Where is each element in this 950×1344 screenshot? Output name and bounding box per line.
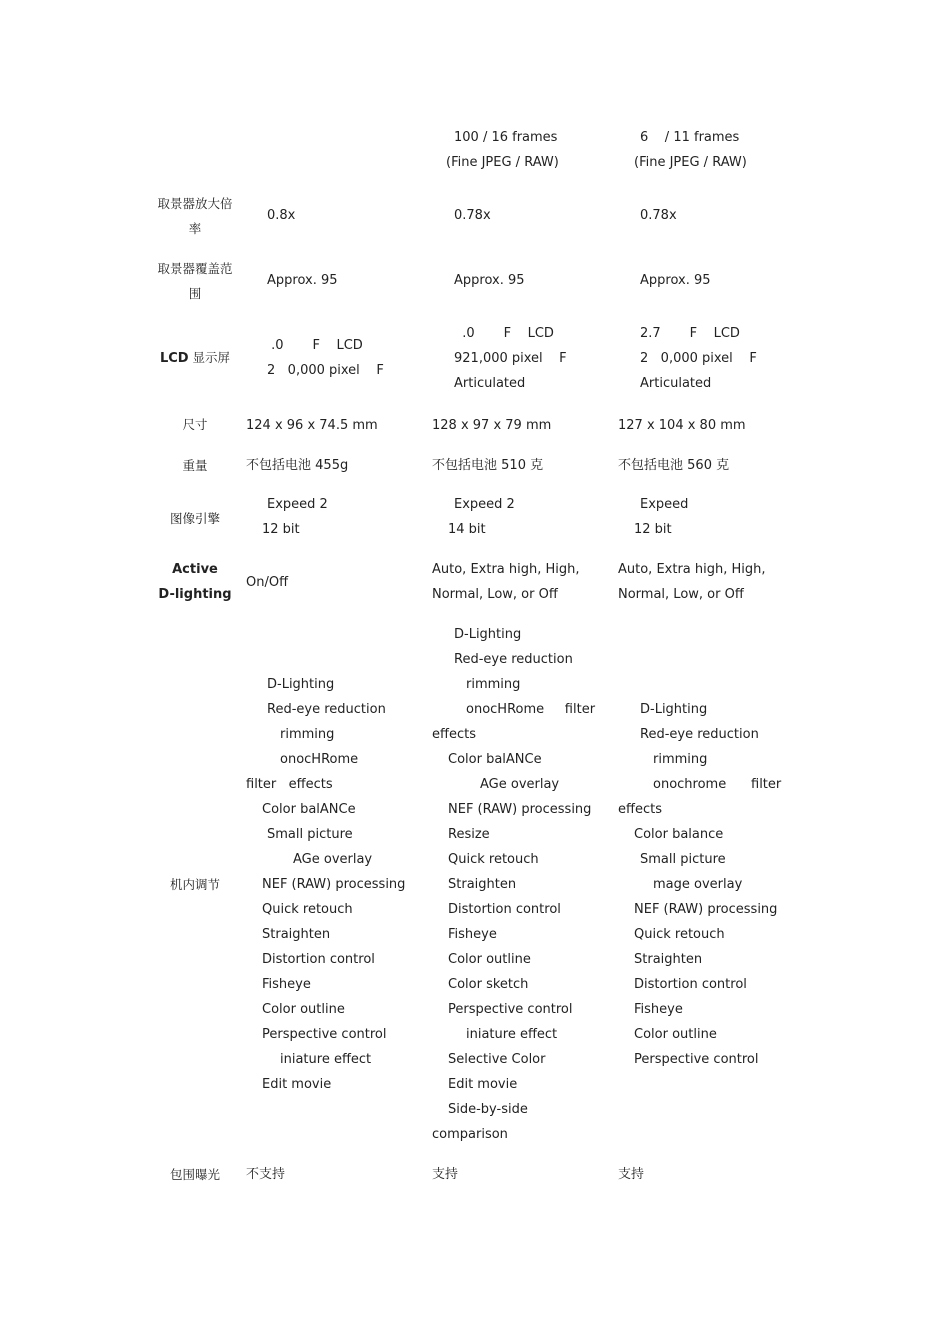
label-lcd: [152, 345, 238, 371]
weight-c1: [246, 458, 348, 474]
label-line: 围: [188, 286, 202, 301]
retouch-c2-item: onocHRome filter: [466, 702, 596, 717]
coverage-c3: Approx. 95: [640, 273, 711, 288]
retouch-c1-item: AGe overlay: [293, 852, 373, 867]
retouch-c2-item: rimming: [466, 677, 521, 692]
retouch-c2-item: Quick retouch: [448, 852, 539, 867]
frames-c3-note: (Fine JPEG / RAW): [634, 155, 747, 170]
label-lcd-bold: LCD: [159, 351, 189, 366]
lcd-c3-line1: 2.7 F LCD: [640, 326, 740, 341]
retouch-c1-item: Color balANCe: [262, 802, 356, 817]
label-line: 率: [188, 221, 202, 236]
frames-c3: 6 / 11 frames: [640, 130, 740, 145]
weight-c3-value: 560: [683, 458, 712, 473]
retouch-c3-item: rimming: [653, 752, 708, 767]
retouch-c3-item: Red-eye reduction: [640, 727, 759, 742]
retouch-c2-item: Color balANCe: [448, 752, 542, 767]
retouch-c2-item: iniature effect: [466, 1027, 558, 1042]
magnification-c1: 0.8x: [267, 208, 296, 223]
retouch-c2-item: Straighten: [448, 877, 517, 892]
retouch-c1-item: Red-eye reduction: [267, 702, 386, 717]
size-c1: 124 x 96 x 74.5 mm: [246, 418, 378, 433]
retouch-c1-item: onocHRome: [280, 752, 359, 767]
label-line: 取景器覆盖范: [157, 261, 233, 276]
retouch-c1-item: Color outline: [262, 1002, 345, 1017]
retouch-c3-item: Small picture: [640, 852, 726, 867]
label-weight: 重量: [182, 458, 208, 473]
label-coverage: [152, 256, 238, 306]
retouch-c3-item: mage overlay: [653, 877, 743, 892]
retouch-c3-item: Color outline: [634, 1027, 717, 1042]
coverage-c2: Approx. 95: [454, 273, 525, 288]
retouch-c2-item: Side-by-side: [448, 1102, 528, 1117]
label-line: 取景器放大倍: [157, 196, 233, 211]
retouch-c1-item: D-Lighting: [267, 677, 335, 692]
label-retouch: 机内调节: [169, 877, 220, 892]
lcd-c1-line2: 2 0,000 pixel F: [267, 363, 384, 378]
size-c2: 128 x 97 x 79 mm: [432, 418, 552, 433]
weight-c3-cjk: 不包括电池: [618, 458, 684, 473]
retouch-c3-item: Straighten: [634, 952, 703, 967]
engine-c3-line2: 12 bit: [634, 522, 672, 537]
lcd-c2-line2: 921,000 pixel F: [454, 351, 567, 366]
label-lcd-cjk: 显示屏: [188, 350, 231, 365]
lcd-c2-line3: Articulated: [454, 376, 526, 391]
weight-c3-unit: 克: [711, 458, 730, 473]
retouch-c3-item: onochrome filter: [653, 777, 782, 792]
label-size: 尺寸: [182, 417, 208, 432]
engine-c2-line2: 14 bit: [448, 522, 486, 537]
retouch-c2-item: Fisheye: [448, 927, 497, 942]
retouch-c2-item: Distortion control: [448, 902, 561, 917]
adl-c2-line2: Normal, Low, or Off: [432, 587, 558, 602]
retouch-c2-item: Red-eye reduction: [454, 652, 573, 667]
retouch-c1-item: Edit movie: [262, 1077, 332, 1092]
retouch-c3-item: effects: [618, 802, 662, 817]
engine-c1-line2: 12 bit: [262, 522, 300, 537]
bracketing-c1: 不支持: [246, 1167, 286, 1182]
lcd-c3-line2: 2 0,000 pixel F: [640, 351, 757, 366]
engine-c2-line1: Expeed 2: [454, 497, 515, 512]
engine-c1-line1: Expeed 2: [267, 497, 328, 512]
engine-c3-line1: Expeed: [640, 497, 689, 512]
lcd-c3-line3: Articulated: [640, 376, 712, 391]
weight-c2-value: 510: [497, 458, 526, 473]
weight-c1-cjk: 不包括电池: [246, 458, 312, 473]
weight-c3: [618, 458, 729, 474]
bracketing-c2: 支持: [432, 1167, 459, 1182]
retouch-c2-item: AGe overlay: [480, 777, 560, 792]
retouch-c3-item: Perspective control: [634, 1052, 759, 1067]
retouch-c1-item: Perspective control: [262, 1027, 387, 1042]
retouch-c2-item: Color outline: [448, 952, 531, 967]
retouch-c1-item: iniature effect: [280, 1052, 372, 1067]
weight-c2-unit: 克: [525, 458, 544, 473]
retouch-c2-item: Edit movie: [448, 1077, 518, 1092]
magnification-c2: 0.78x: [454, 208, 491, 223]
retouch-c1-item: NEF (RAW) processing: [262, 877, 406, 892]
label-bracketing: 包围曝光: [169, 1167, 220, 1182]
label-magnification: [152, 191, 238, 241]
frames-c2: 100 / 16 frames: [454, 130, 558, 145]
coverage-c1: Approx. 95: [267, 273, 338, 288]
retouch-c1-item: Quick retouch: [262, 902, 353, 917]
retouch-c1-item: Straighten: [262, 927, 331, 942]
label-adl-line2: D-lighting: [158, 587, 232, 602]
retouch-c2-item: D-Lighting: [454, 627, 522, 642]
adl-c1: On/Off: [246, 575, 289, 590]
adl-c3-line2: Normal, Low, or Off: [618, 587, 744, 602]
retouch-c1-item: rimming: [280, 727, 335, 742]
bracketing-c3: 支持: [618, 1167, 645, 1182]
retouch-c2-item: Resize: [448, 827, 490, 842]
retouch-c3-item: NEF (RAW) processing: [634, 902, 778, 917]
retouch-c2-item: effects: [432, 727, 476, 742]
retouch-c1-item: Fisheye: [262, 977, 311, 992]
retouch-c2-item: Color sketch: [448, 977, 529, 992]
lcd-c2-line1: .0 F LCD: [454, 326, 554, 341]
retouch-c2-item: Selective Color: [448, 1052, 546, 1067]
size-c3: 127 x 104 x 80 mm: [618, 418, 746, 433]
retouch-c2-item: Perspective control: [448, 1002, 573, 1017]
retouch-c1-item: Small picture: [267, 827, 353, 842]
label-adl-line1: Active: [172, 562, 218, 577]
retouch-c2-item: comparison: [432, 1127, 508, 1142]
retouch-c1-item: Distortion control: [262, 952, 375, 967]
lcd-c1-line1: .0 F LCD: [267, 338, 363, 353]
weight-c1-value: 455g: [311, 458, 349, 473]
retouch-c3-item: Distortion control: [634, 977, 747, 992]
adl-c2-line1: Auto, Extra high, High,: [432, 562, 580, 577]
weight-c2-cjk: 不包括电池: [432, 458, 498, 473]
magnification-c3: 0.78x: [640, 208, 677, 223]
label-engine: 图像引擎: [169, 511, 220, 526]
retouch-c3-item: D-Lighting: [640, 702, 708, 717]
retouch-c1-item: filter effects: [246, 777, 333, 792]
frames-c2-note: (Fine JPEG / RAW): [446, 155, 559, 170]
weight-c2: [432, 458, 543, 474]
retouch-c2-item: NEF (RAW) processing: [448, 802, 592, 817]
retouch-c3-item: Color balance: [634, 827, 724, 842]
adl-c3-line1: Auto, Extra high, High,: [618, 562, 766, 577]
retouch-c3-item: Quick retouch: [634, 927, 725, 942]
retouch-c3-item: Fisheye: [634, 1002, 683, 1017]
